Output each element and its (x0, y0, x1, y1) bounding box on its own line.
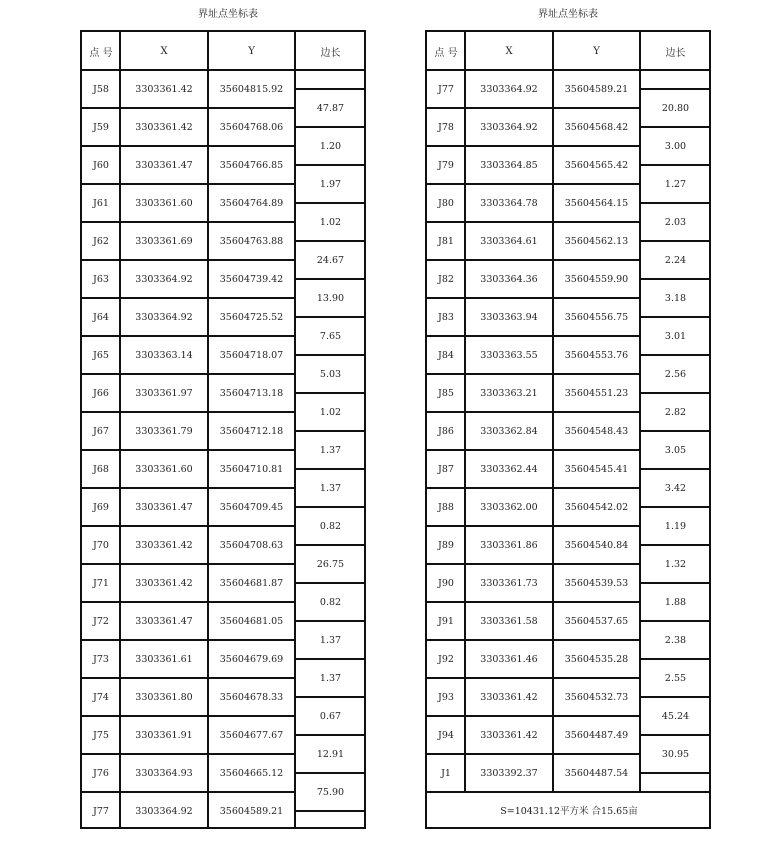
cell-edge-length: 1.37 (319, 444, 342, 456)
cell-point-id: J88 (438, 501, 454, 513)
left-table-header-y: Y (248, 45, 255, 57)
edge-divider (295, 810, 366, 812)
cell-y-coord: 35604764.89 (219, 197, 284, 209)
cell-edge-length: 2.38 (664, 634, 687, 646)
cell-y-coord: 35604768.06 (219, 121, 284, 133)
cell-x-coord: 3303361.47 (135, 159, 193, 171)
cell-y-coord: 35604763.88 (219, 235, 284, 247)
cell-point-id: J68 (93, 463, 109, 475)
cell-point-id: J78 (438, 121, 454, 133)
cell-point-id: J84 (438, 349, 454, 361)
cell-point-id: J75 (93, 729, 109, 741)
edge-divider (640, 772, 711, 774)
cell-edge-length: 20.80 (661, 102, 690, 114)
cell-point-id: J58 (93, 83, 109, 95)
cell-y-coord: 35604545.41 (564, 463, 629, 475)
cell-edge-length: 75.90 (316, 786, 345, 798)
cell-x-coord: 3303364.92 (135, 311, 193, 323)
cell-point-id: J81 (438, 235, 454, 247)
cell-y-coord: 35604681.05 (219, 615, 284, 627)
left-table-header-edge: 边长 (320, 47, 341, 59)
cell-edge-length: 47.87 (316, 102, 345, 114)
right-table-header-point: 点 号 (434, 47, 458, 59)
cell-edge-length: 7.65 (319, 330, 342, 342)
cell-edge-length: 1.37 (319, 634, 342, 646)
cell-x-coord: 3303361.79 (135, 425, 193, 437)
cell-point-id: J87 (438, 463, 454, 475)
cell-point-id: J89 (438, 539, 454, 551)
cell-y-coord: 35604562.13 (564, 235, 629, 247)
cell-y-coord: 35604815.92 (219, 83, 284, 95)
cell-edge-length: 24.67 (316, 254, 345, 266)
cell-x-coord: 3303364.36 (480, 273, 538, 285)
cell-y-coord: 35604532.73 (564, 691, 629, 703)
cell-point-id: J93 (438, 691, 454, 703)
cell-x-coord: 3303361.91 (135, 729, 193, 741)
cell-edge-length: 0.82 (319, 596, 342, 608)
cell-edge-length: 2.03 (664, 216, 687, 228)
cell-y-coord: 35604487.49 (564, 729, 629, 741)
cell-edge-length: 3.01 (664, 330, 687, 342)
cell-y-coord: 35604708.63 (219, 539, 284, 551)
cell-x-coord: 3303361.69 (135, 235, 193, 247)
cell-point-id: J71 (93, 577, 109, 589)
left-table-header-x: X (160, 45, 168, 57)
cell-y-coord: 35604739.42 (219, 273, 284, 285)
cell-x-coord: 3303362.84 (480, 425, 538, 437)
cell-y-coord: 35604553.76 (564, 349, 629, 361)
cell-x-coord: 3303361.42 (135, 83, 193, 95)
cell-y-coord: 35604713.18 (219, 387, 284, 399)
cell-x-coord: 3303364.85 (480, 159, 538, 171)
cell-x-coord: 3303361.42 (135, 539, 193, 551)
cell-edge-length: 1.37 (319, 672, 342, 684)
cell-point-id: J90 (438, 577, 454, 589)
cell-x-coord: 3303361.47 (135, 615, 193, 627)
cell-edge-length: 1.97 (319, 178, 342, 190)
cell-x-coord: 3303361.97 (135, 387, 193, 399)
cell-point-id: J94 (438, 729, 454, 741)
cell-y-coord: 35604551.23 (564, 387, 629, 399)
cell-y-coord: 35604535.28 (564, 653, 629, 665)
cell-edge-length: 45.24 (661, 710, 690, 722)
cell-point-id: J62 (93, 235, 109, 247)
cell-x-coord: 3303361.47 (135, 501, 193, 513)
cell-x-coord: 3303364.61 (480, 235, 538, 247)
cell-edge-length: 3.42 (664, 482, 687, 494)
cell-edge-length: 1.27 (664, 178, 687, 190)
cell-point-id: J60 (93, 159, 109, 171)
cell-point-id: J85 (438, 387, 454, 399)
cell-edge-length: 30.95 (661, 748, 690, 760)
cell-x-coord: 3303361.80 (135, 691, 193, 703)
cell-y-coord: 35604725.52 (219, 311, 284, 323)
cell-point-id: J61 (93, 197, 109, 209)
cell-y-coord: 35604568.42 (564, 121, 629, 133)
cell-point-id: J82 (438, 273, 454, 285)
cell-y-coord: 35604709.45 (219, 501, 284, 513)
cell-edge-length: 1.88 (664, 596, 687, 608)
cell-x-coord: 3303364.92 (135, 805, 193, 817)
cell-y-coord: 35604548.43 (564, 425, 629, 437)
cell-x-coord: 3303363.21 (480, 387, 538, 399)
left-coordinate-table (80, 30, 366, 829)
cell-y-coord: 35604559.90 (564, 273, 629, 285)
cell-x-coord: 3303361.42 (135, 577, 193, 589)
area-summary: S=10431.12平方米 合15.65亩 (500, 805, 638, 817)
cell-edge-length: 1.19 (664, 520, 687, 532)
cell-edge-length: 5.03 (319, 368, 342, 380)
cell-point-id: J66 (93, 387, 109, 399)
cell-y-coord: 35604678.33 (219, 691, 284, 703)
cell-point-id: J1 (441, 767, 451, 779)
cell-point-id: J80 (438, 197, 454, 209)
cell-x-coord: 3303361.42 (480, 729, 538, 741)
cell-y-coord: 35604718.07 (219, 349, 284, 361)
cell-edge-length: 1.02 (319, 406, 342, 418)
cell-y-coord: 35604540.84 (564, 539, 629, 551)
cell-point-id: J77 (93, 805, 109, 817)
cell-point-id: J79 (438, 159, 454, 171)
cell-point-id: J70 (93, 539, 109, 551)
cell-edge-length: 26.75 (316, 558, 345, 570)
cell-edge-length: 0.82 (319, 520, 342, 532)
cell-x-coord: 3303363.55 (480, 349, 538, 361)
cell-y-coord: 35604679.69 (219, 653, 284, 665)
cell-x-coord: 3303361.58 (480, 615, 538, 627)
cell-edge-length: 0.67 (319, 710, 342, 722)
cell-x-coord: 3303364.78 (480, 197, 538, 209)
cell-point-id: J65 (93, 349, 109, 361)
cell-edge-length: 1.37 (319, 482, 342, 494)
cell-point-id: J83 (438, 311, 454, 323)
cell-point-id: J76 (93, 767, 109, 779)
cell-y-coord: 35604712.18 (219, 425, 284, 437)
cell-x-coord: 3303361.42 (480, 691, 538, 703)
cell-y-coord: 35604665.12 (219, 767, 284, 779)
cell-point-id: J86 (438, 425, 454, 437)
cell-point-id: J72 (93, 615, 109, 627)
right-coordinate-table (425, 30, 711, 829)
cell-x-coord: 3303361.73 (480, 577, 538, 589)
cell-y-coord: 35604589.21 (219, 805, 284, 817)
cell-point-id: J91 (438, 615, 454, 627)
cell-x-coord: 3303364.92 (480, 83, 538, 95)
cell-edge-length: 2.56 (664, 368, 687, 380)
cell-point-id: J77 (438, 83, 454, 95)
cell-y-coord: 35604539.53 (564, 577, 629, 589)
right-table-title: 界址点坐标表 (538, 9, 598, 20)
cell-x-coord: 3303362.00 (480, 501, 538, 513)
cell-x-coord: 3303363.94 (480, 311, 538, 323)
cell-point-id: J92 (438, 653, 454, 665)
cell-y-coord: 35604564.15 (564, 197, 629, 209)
cell-y-coord: 35604766.85 (219, 159, 284, 171)
cell-point-id: J63 (93, 273, 109, 285)
cell-y-coord: 35604710.81 (219, 463, 284, 475)
cell-y-coord: 35604537.65 (564, 615, 629, 627)
cell-y-coord: 35604589.21 (564, 83, 629, 95)
right-table-header-edge: 边长 (665, 47, 686, 59)
cell-point-id: J73 (93, 653, 109, 665)
cell-x-coord: 3303364.92 (135, 273, 193, 285)
cell-y-coord: 35604542.02 (564, 501, 629, 513)
cell-y-coord: 35604556.75 (564, 311, 629, 323)
cell-edge-length: 1.02 (319, 216, 342, 228)
cell-point-id: J59 (93, 121, 109, 133)
cell-point-id: J74 (93, 691, 109, 703)
right-table-header-x: X (505, 45, 513, 57)
cell-y-coord: 35604487.54 (564, 767, 629, 779)
cell-x-coord: 3303361.61 (135, 653, 193, 665)
cell-point-id: J64 (93, 311, 109, 323)
cell-y-coord: 35604565.42 (564, 159, 629, 171)
cell-x-coord: 3303361.86 (480, 539, 538, 551)
cell-x-coord: 3303364.92 (480, 121, 538, 133)
left-table-title: 界址点坐标表 (198, 9, 258, 20)
cell-y-coord: 35604677.67 (219, 729, 284, 741)
cell-edge-length: 3.05 (664, 444, 687, 456)
cell-edge-length: 2.55 (664, 672, 687, 684)
left-table-header-point: 点 号 (89, 47, 113, 59)
cell-edge-length: 13.90 (316, 292, 345, 304)
cell-edge-length: 2.82 (664, 406, 687, 418)
cell-x-coord: 3303364.93 (135, 767, 193, 779)
cell-x-coord: 3303363.14 (135, 349, 193, 361)
right-table-header-y: Y (593, 45, 600, 57)
cell-x-coord: 3303361.60 (135, 463, 193, 475)
cell-point-id: J67 (93, 425, 109, 437)
cell-edge-length: 1.20 (319, 140, 342, 152)
cell-edge-length: 3.00 (664, 140, 687, 152)
cell-x-coord: 3303361.42 (135, 121, 193, 133)
cell-x-coord: 3303362.44 (480, 463, 538, 475)
cell-x-coord: 3303361.46 (480, 653, 538, 665)
cell-x-coord: 3303361.60 (135, 197, 193, 209)
cell-edge-length: 12.91 (316, 748, 345, 760)
cell-x-coord: 3303392.37 (480, 767, 538, 779)
cell-edge-length: 2.24 (664, 254, 687, 266)
cell-edge-length: 3.18 (664, 292, 687, 304)
cell-y-coord: 35604681.87 (219, 577, 284, 589)
cell-edge-length: 1.32 (664, 558, 687, 570)
cell-point-id: J69 (93, 501, 109, 513)
